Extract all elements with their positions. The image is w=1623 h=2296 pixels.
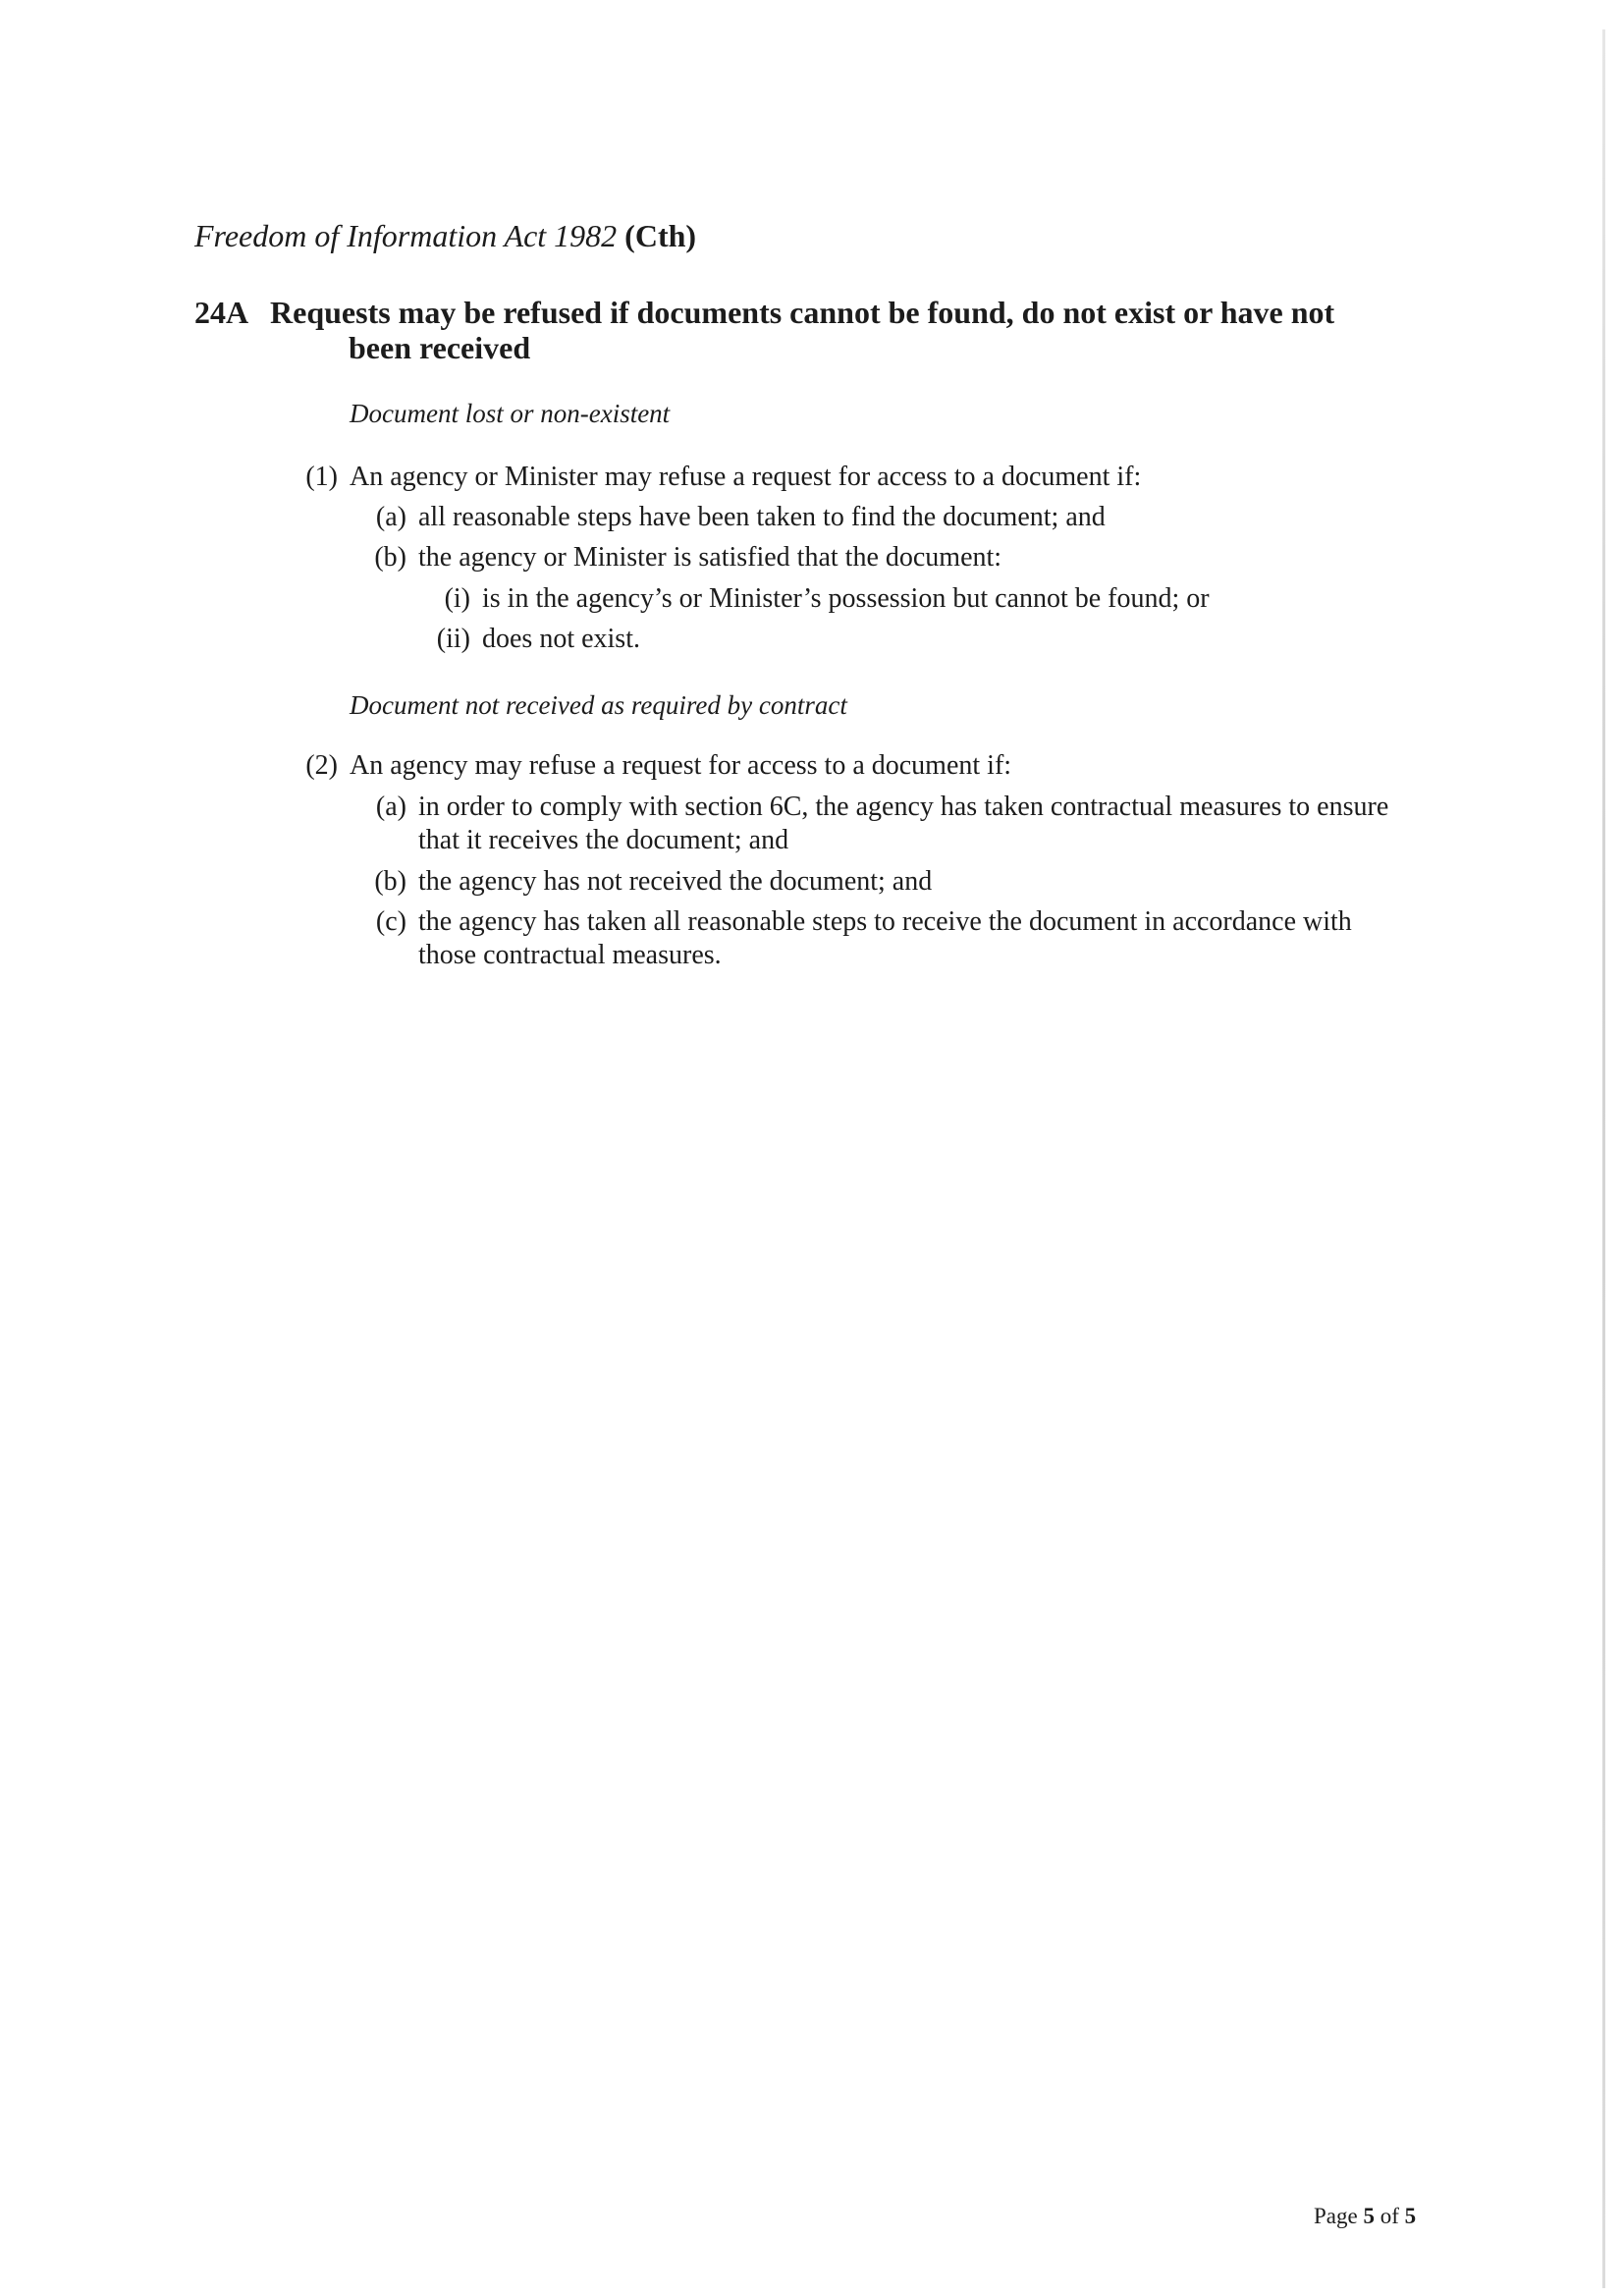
page-number: [1314, 2203, 1416, 2230]
subsection-2-heading: Document not received as required by contract: [350, 690, 847, 720]
paragraph-1a-text: all reasonable steps have been taken to find the document; and: [418, 502, 1106, 532]
section-number: 24A: [194, 295, 249, 330]
paragraph-2c-text: the agency has taken all reasonable steps to receive the document in accordance with those contractual measures.: [418, 906, 1352, 970]
subsection-2-label: (2): [305, 750, 338, 781]
paragraph-2a-label: (a): [375, 792, 406, 822]
paragraph-1a-label: (a): [375, 502, 406, 532]
subsection-1-label: (1): [305, 462, 338, 492]
subsection-1-text: An agency or Minister may refuse a request for access to a document if:: [350, 462, 1142, 492]
subparagraph-1b-ii-text: does not exist.: [482, 624, 640, 654]
of-word: of: [1380, 2204, 1399, 2228]
subsection-2-text: An agency may refuse a request for access to a document if:: [350, 750, 1012, 781]
jurisdiction: (Cth): [624, 218, 697, 253]
subparagraph-1b-i-text: is in the agency’s or Minister’s possession but cannot be found; or: [482, 583, 1210, 614]
subparagraph-1b-ii-label: (ii): [436, 624, 470, 654]
paragraph-2b-label: (b): [374, 866, 406, 897]
act-title: [194, 216, 696, 255]
paragraph-2c-label: (c): [375, 906, 406, 937]
section-heading-line-1: Requests may be refused if documents cannot be found, do not exist or have not: [270, 295, 1335, 330]
paragraph-1b-label: (b): [374, 542, 406, 573]
act-name: Freedom of Information Act 1982: [194, 218, 618, 253]
paragraph-2b-text: the agency has not received the document; and: [418, 866, 933, 897]
subparagraph-1b-i-label: (i): [444, 583, 470, 614]
paragraph-2a-text: in order to comply with section 6C, the agency has taken contractual measures to ensure that it receives the document; and: [418, 792, 1389, 855]
total-pages: 5: [1404, 2204, 1417, 2228]
current-page: 5: [1363, 2204, 1375, 2228]
page-word: Page: [1314, 2204, 1358, 2228]
section-heading-text: [270, 295, 1409, 365]
paragraph-1b-text: the agency or Minister is satisfied that the document:: [418, 542, 1002, 573]
subsection-1-heading: Document lost or non-existent: [350, 399, 671, 428]
section-heading-line-2: been received: [349, 330, 531, 365]
scanned-page-edge: [1602, 29, 1605, 2288]
